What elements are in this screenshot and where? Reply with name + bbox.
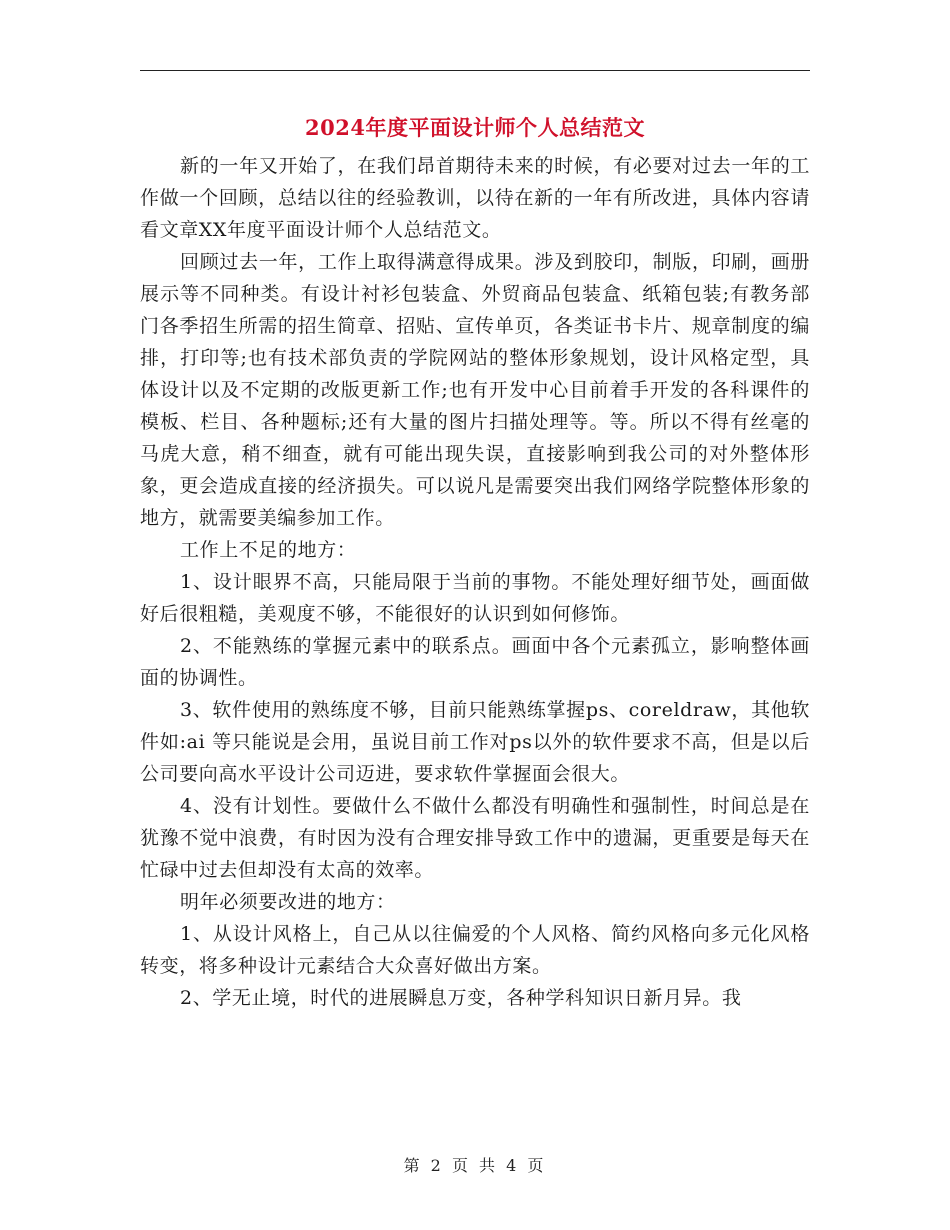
heading-shortcomings: 工作上不足的地方： [180, 539, 357, 561]
paragraph-intro: 新的一年又开始了，在我们昂首期待未来的时候，有必要对过去一年的工作做一个回顾，总结以往的经验教训，以待在新的一年有所改进，具体内容请看文章XX年度平面设计师个人总结范文。 [140, 155, 810, 241]
paragraph-review: 回顾过去一年，工作上取得满意得成果。涉及到胶印，制版，印刷，画册展示等不同种类。有设计衬衫包装盒、外贸商品包装盒、纸箱包装;有教务部门各季招生所需的招生简章、招贴、宣传单页，各类证书卡片、规章制度的编排，打印等;也有技术部负责的学院网站的整体形象规划，设计风格定型，具体设计以及不定期的改版更新工作;也有开发中心目前着手开发的各科课件的模板、栏目、各种题标;还有大量的图片扫描处理等。等。所以不得有丝毫的马虎大意，稍不细查，就有可能出现失误，直接影响到我公司的对外整体形象，更会造成直接的经济损失。可以说凡是需要突出我们网络学院整体形象的地方，就需要美编参加工作。 [140, 251, 810, 529]
document-body [140, 150, 810, 1014]
shortcoming-item-1: 1、设计眼界不高，只能局限于当前的事物。不能处理好细节处，画面做好后很粗糙，美观度不够，不能很好的认识到如何修饰。 [140, 571, 810, 625]
improvement-item-2: 2、学无止境，时代的进展瞬息万变，各种学科知识日新月异。我 [180, 987, 742, 1009]
header-rule [140, 70, 810, 71]
page-footer: 第 2 页 共 4 页 [403, 1156, 547, 1175]
improvement-item-1: 1、从设计风格上，自己从以往偏爱的个人风格、简约风格向多元化风格转变，将多种设计元素结合大众喜好做出方案。 [140, 923, 810, 977]
heading-improvements: 明年必须要改进的地方： [180, 891, 396, 913]
document-title: 2024年度平面设计师个人总结范文 [305, 115, 645, 140]
shortcoming-item-3: 3、软件使用的熟练度不够，目前只能熟练掌握ps、coreldraw，其他软件如:ai 等只能说是会用，虽说目前工作对ps以外的软件要求不高，但是以后公司要向高水平设计公司迈进，要求软件掌握面会很大。 [140, 699, 810, 785]
shortcoming-item-2: 2、不能熟练的掌握元素中的联系点。画面中各个元素孤立，影响整体画面的协调性。 [140, 635, 810, 689]
shortcoming-item-4: 4、没有计划性。要做什么不做什么都没有明确性和强制性，时间总是在犹豫不觉中浪费，有时因为没有合理安排导致工作中的遗漏，更重要是每天在忙碌中过去但却没有太高的效率。 [140, 795, 810, 881]
